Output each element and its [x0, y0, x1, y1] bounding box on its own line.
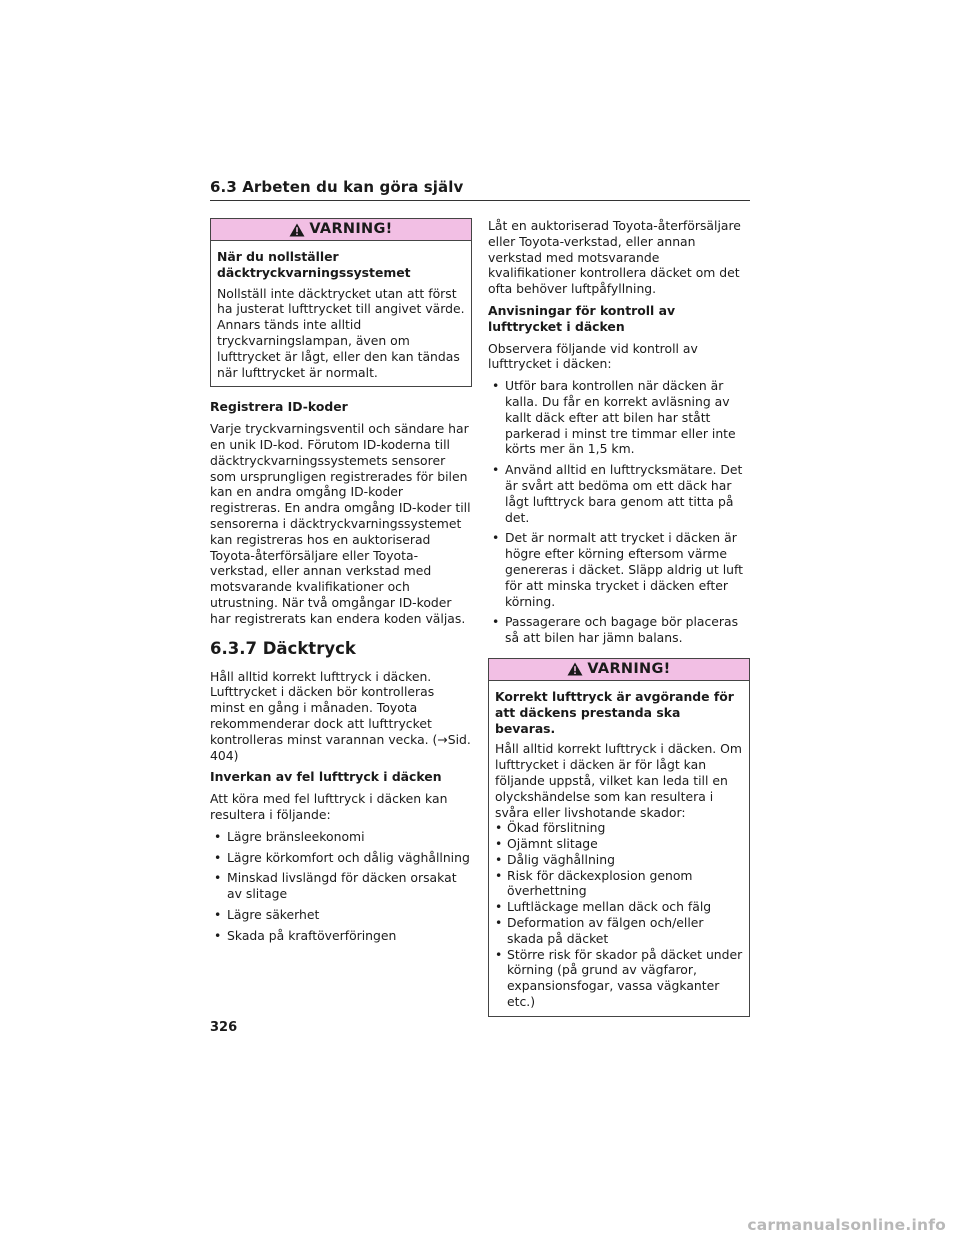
check-intro: Observera följande vid kontroll av lufttrycket i däcken:	[488, 340, 698, 372]
list-item: • Det är normalt att trycket i däcken är högre efter körning eftersom värme genereras i däcket. Släpp aldrig ut luft för att minska trycket i däcken efter körning.	[488, 530, 750, 609]
effects-intro: Att köra med fel lufttryck i däcken kan resultera i följande:	[210, 791, 448, 822]
list-item: • Passagerare och bagage bör placeras så att bilen har jämn balans.	[488, 614, 750, 646]
list-item: • Utför bara kontrollen när däcken är kalla. Du får en korrekt avläsning av kallt däck efter att bilen har stått parkerad i minst tre timmar eller inte körts mer än 1,5 km.	[488, 378, 750, 457]
warning-heading: När du nollställer däcktryckvarningssystemet	[217, 249, 411, 280]
watermark: carmanualsonline.info	[747, 1216, 946, 1234]
list-item: • Lägre körkomfort och dålig väghållning	[210, 850, 472, 866]
page-header	[210, 178, 750, 201]
right-column	[488, 218, 750, 1029]
list-item: • Skada på kraftöverföringen	[210, 928, 472, 944]
check-heading: Anvisningar för kontroll av lufttrycket i däcken	[488, 302, 676, 334]
list-item: • Lägre säkerhet	[210, 907, 472, 923]
list-item: • Lägre bränsleekonomi	[210, 829, 472, 845]
intro-text: Låt en auktoriserad Toyota-återförsäljare eller Toyota-verkstad, eller annan verkstad med motsvarande kvalifikationer kontrollera däcket om det ofta behöver luftpåfyllning.	[488, 218, 741, 297]
left-column	[210, 218, 472, 948]
header-rule	[210, 200, 750, 201]
id-codes-text: Varje tryckvarningsventil och sändare har en unik ID-kod. Förutom ID-koderna till däcktryckvarningssystemets sensorer som ursprungligen registrerades för bilen kan en andra omgång ID-koder registreras. En andra omgång ID-koder till sensorerna i däcktryckvarningssystemet kan registreras hos en auktoriserad Toyota-återförsäljare eller Toyota-verkstad, eller annan verkstad med motsvarande kvalifikationer och utrustning. När två omgångar ID-koder har registrerats kan endera koden väljas.	[210, 421, 471, 626]
list-item: • Större risk för skador på däcket under körning (på grund av vägfaror, expansionsfogar, vassa vägkanter etc.)	[495, 947, 743, 1010]
warning-triangle-icon	[567, 662, 583, 676]
list-item: • Ökad förslitning	[495, 820, 743, 836]
id-codes-heading: Registrera ID-koder	[210, 399, 348, 415]
warning-bar	[211, 219, 471, 241]
warning-label: VARNING!	[587, 660, 671, 677]
list-item: • Minskad livslängd för däcken orsakat av slitage	[210, 870, 472, 902]
page-number: 326	[210, 1020, 238, 1035]
list-item: • Använd alltid en lufttrycksmätare. Det är svårt att bedöma om ett däck har lågt lufttryck bara genom att titta på det.	[488, 462, 750, 525]
warning-label: VARNING!	[309, 220, 393, 237]
list-item: • Risk för däckexplosion genom överhettning	[495, 868, 743, 900]
check-list	[488, 378, 750, 646]
effects-heading: Inverkan av fel lufttryck i däcken	[210, 769, 442, 785]
list-item: • Deformation av fälgen och/eller skada på däcket	[495, 915, 743, 947]
warning-heading: Korrekt lufttryck är avgörande för att däckens prestanda ska bevaras.	[495, 688, 734, 736]
warning-box-pressure	[488, 658, 750, 1017]
warning-body	[211, 241, 471, 386]
damage-list	[495, 820, 743, 1010]
warning-triangle-icon	[289, 223, 305, 237]
list-item: • Luftläckage mellan däck och fälg	[495, 899, 743, 915]
warning-body	[489, 681, 749, 1016]
list-item: • Ojämnt slitage	[495, 836, 743, 852]
section-title: 6.3.7 Däcktryck	[210, 638, 356, 658]
warning-bar	[489, 659, 749, 681]
section-text: Håll alltid korrekt lufttryck i däcken. Lufttrycket i däcken bör kontrolleras minst en gång i månaden. Toyota rekommenderar dock att lufttrycket kontrolleras minst varannan vecka. (→Sid. 404)	[210, 668, 471, 763]
header-title: 6.3 Arbeten du kan göra själv	[210, 178, 464, 196]
warning-text: Nollställ inte däcktrycket utan att först ha justerat lufttrycket till angivet värde. Annars tänds inte alltid tryckvarningslampan, även om lufttrycket är lågt, eller den kan tändas när lufttrycket är normalt.	[217, 285, 465, 380]
effects-list	[210, 829, 472, 944]
warning-box-reset	[210, 218, 472, 387]
warning-text: Håll alltid korrekt lufttryck i däcken. Om lufttrycket i däcken är för lågt kan följande uppstå, vilket kan leda till en olyckshändelse som kan resultera i svåra eller livshotande skador:	[495, 741, 742, 820]
list-item: • Dålig väghållning	[495, 852, 743, 868]
